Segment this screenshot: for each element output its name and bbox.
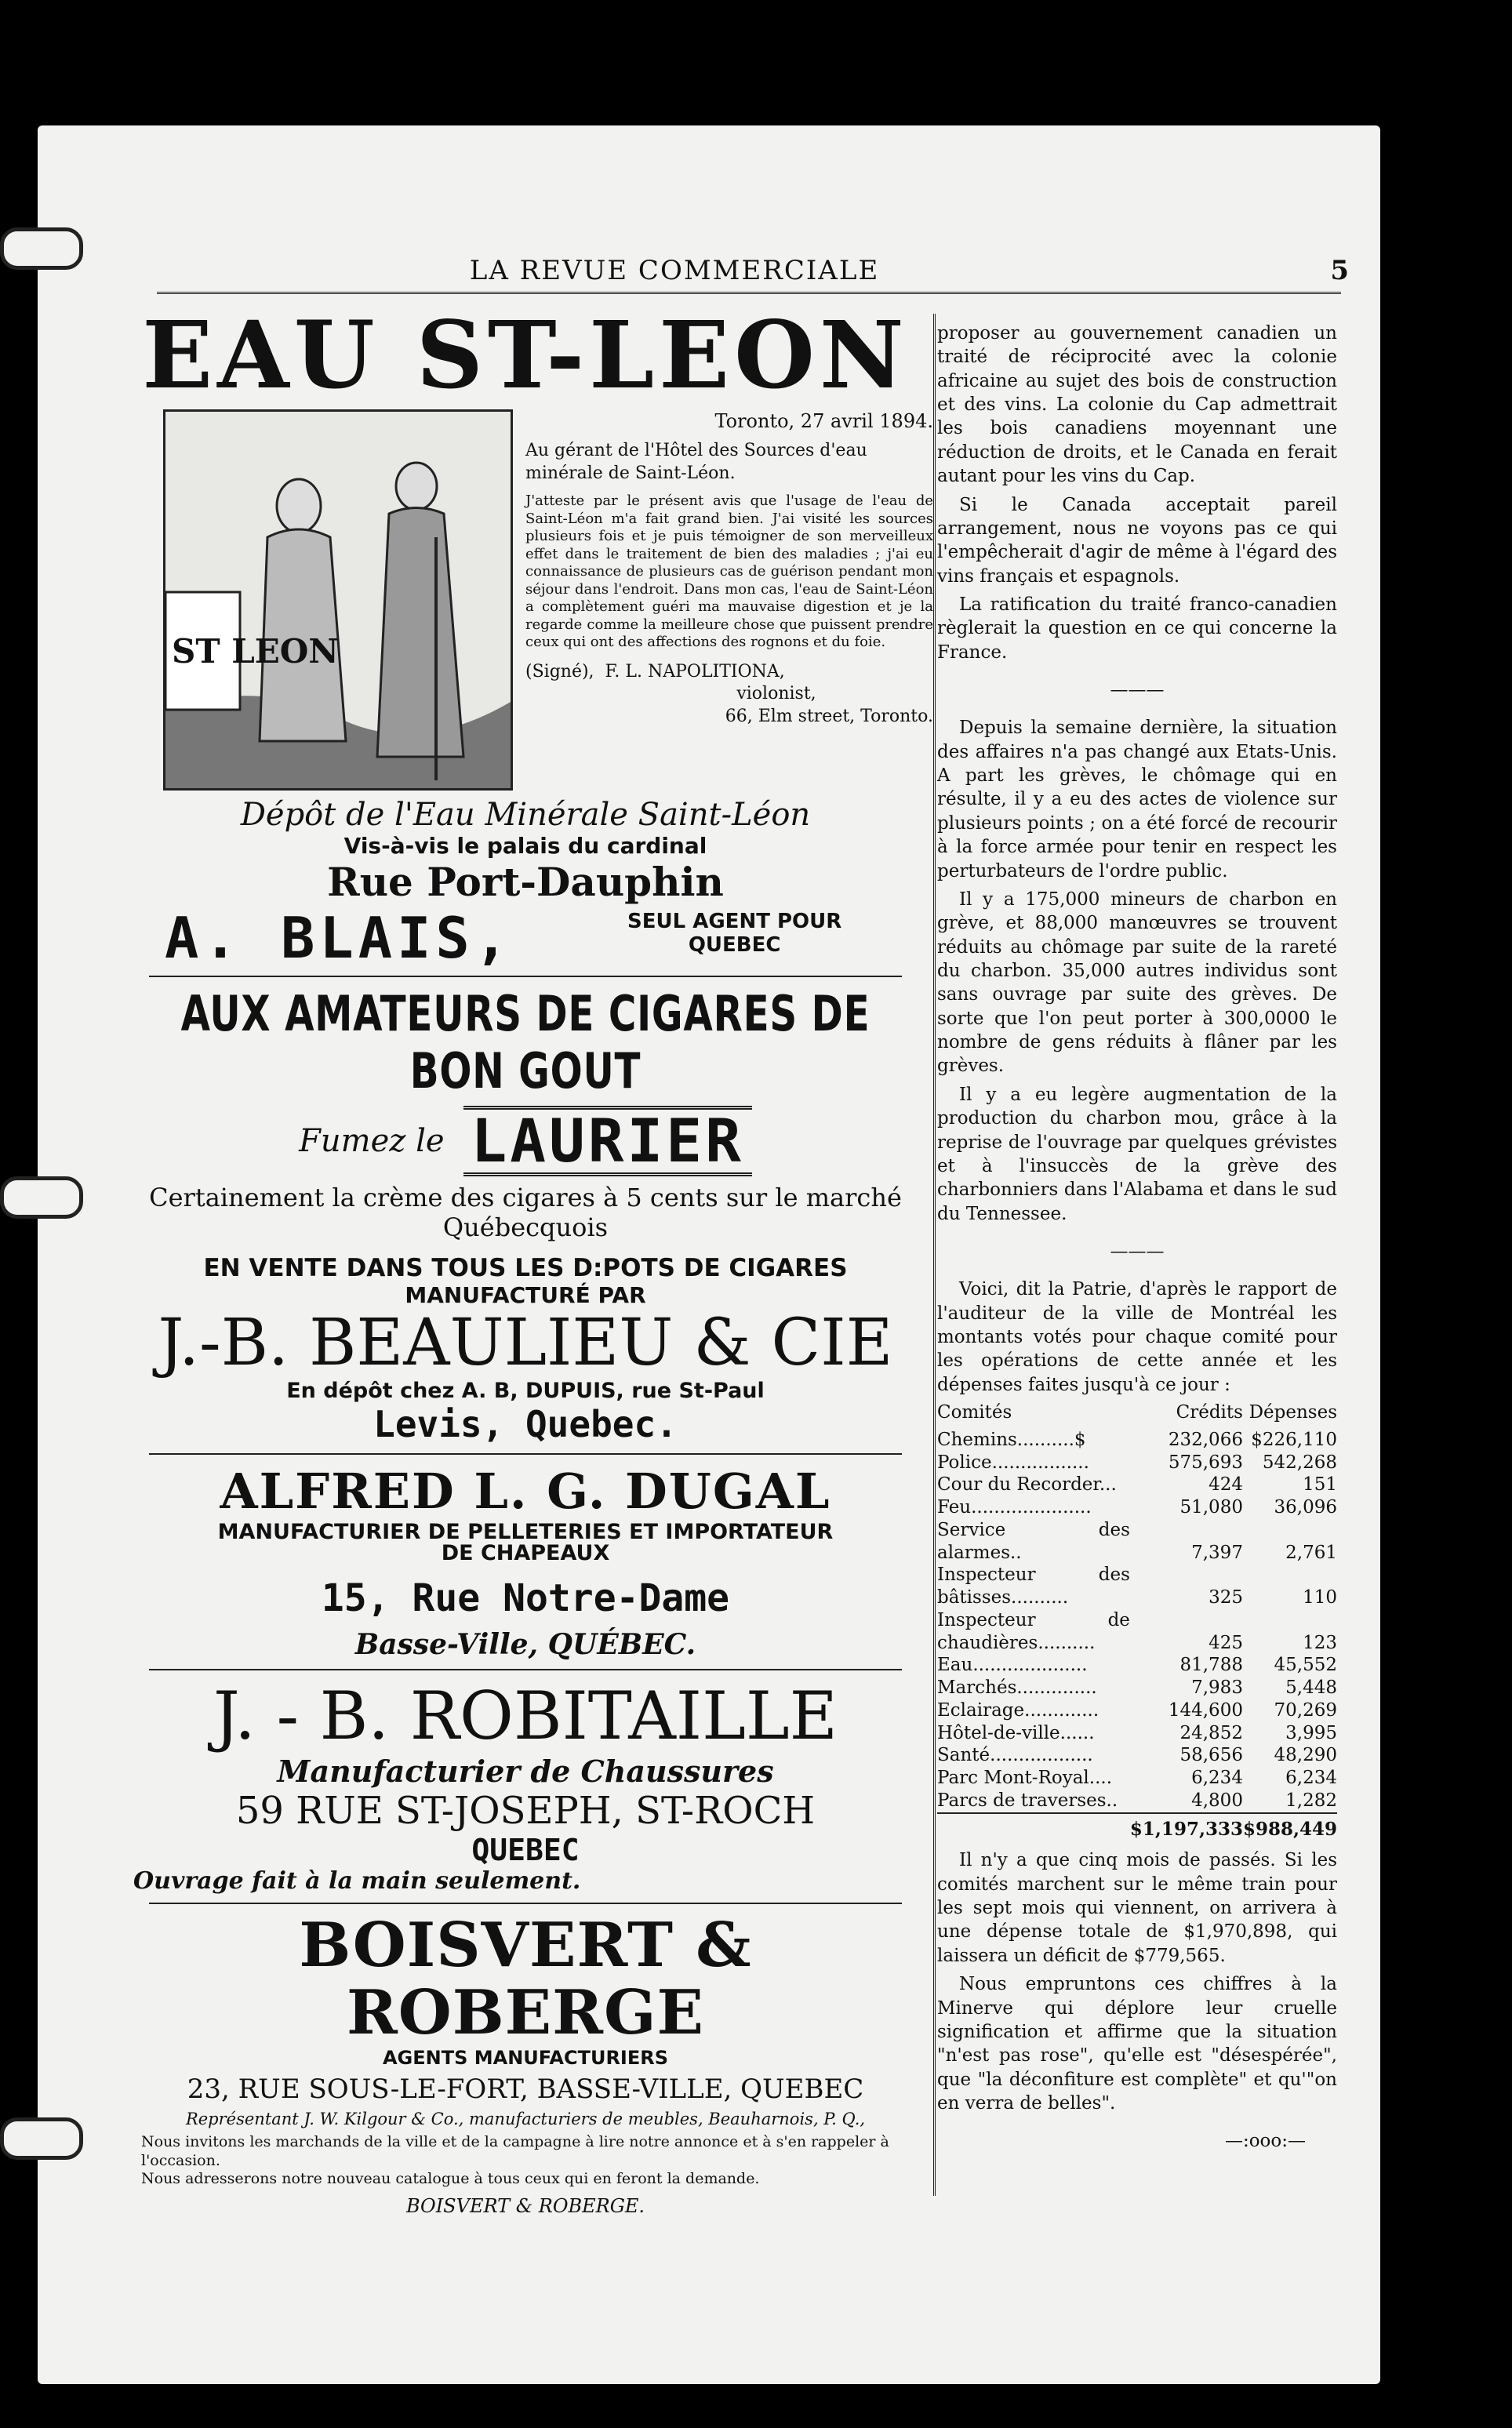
page-number: 5 — [1330, 255, 1349, 286]
agent-role-2: QUEBEC — [688, 933, 781, 957]
manufactured-by: MANUFACTURÉ PAR — [405, 1281, 646, 1308]
sale-notice: EN VENTE DANS TOUS LES D:POTS DE CIGARES — [203, 1253, 848, 1282]
table-row — [937, 1790, 1337, 1813]
dugal-line-1: MANUFACTURIER DE PELLETERIES ET IMPORTATEUR — [217, 1519, 834, 1544]
article-paragraph: Il n'y a que cinq mois de passés. Si les comités marchent sur le même train pour les sept mois qui viennent, on arrivera à une dépense totale de $1,970,898, qui laissera un déficit de $779,565. — [937, 1850, 1337, 1966]
dateline: Toronto, 27 avril 1894. — [714, 410, 933, 432]
ad-boisvert-roberge — [125, 1912, 925, 2217]
depot-line: En dépôt chez A. B, DUPUIS, rue St-Paul — [286, 1378, 765, 1403]
table-cell: 24,852 — [1179, 1722, 1243, 1743]
table-cell: 45,552 — [1274, 1655, 1337, 1676]
addressee: Au gérant de l'Hôtel des Sources d'eau minérale de Saint-Léon. — [525, 441, 867, 483]
maker-name: J.-B. BEAULIEU & CIE — [158, 1305, 893, 1380]
table-header-row — [937, 1401, 1337, 1429]
table-cell: 7,397 — [1191, 1542, 1243, 1563]
table-header: Crédits — [1176, 1402, 1243, 1423]
robitaille-trade: Manufacturier de Chaussures — [277, 1754, 774, 1790]
boisvert-note-1: Nous invitons les marchands de la ville et de la campagne à lire notre annonce et à s'en rappeler à l'occasion. — [141, 2132, 889, 2169]
table-cell: 70,269 — [1274, 1699, 1337, 1721]
table-row — [937, 1767, 1337, 1790]
boisvert-role: AGENTS MANUFACTURIERS — [382, 2046, 669, 2069]
ad-dugal — [125, 1463, 925, 1661]
agent-name: A. BLAIS, — [165, 905, 514, 971]
table-cell: 5,448 — [1285, 1677, 1337, 1699]
table-cell: Hôtel-de-ville...... — [937, 1722, 1095, 1743]
table-row — [937, 1699, 1337, 1722]
table-cell: 4,800 — [1191, 1790, 1243, 1811]
table-cell: Inspecteur de chaudières.......... — [937, 1609, 1130, 1653]
depot-title: Dépôt de l'Eau Minérale Saint-Léon — [240, 797, 811, 833]
table-cell: 36,096 — [1274, 1497, 1337, 1518]
article-paragraph: La ratification du traité franco-canadien règlerait la question en ce qui concerne la France. — [937, 594, 1337, 663]
robitaille-address: 59 RUE ST-JOSEPH, ST-ROCH — [235, 1789, 816, 1834]
advertisements-column — [125, 300, 933, 2218]
table-row — [937, 1496, 1337, 1519]
divider — [149, 1903, 902, 1904]
table-cell: 425 — [1209, 1632, 1243, 1653]
running-head: LA REVUE COMMERCIALE — [469, 255, 880, 286]
article-paragraph: Voici, dit la Patrie, d'après le rapport de l'auditeur de la ville de Montréal les montants votés pour chaque comité pour les opérations de cette année et les dépenses faites jusqu'à ce jour : — [937, 1279, 1337, 1395]
dugal-address: 15, Rue Notre-Dame — [321, 1576, 730, 1620]
header-rule — [157, 292, 1341, 297]
brand-name: LAURIER — [463, 1106, 752, 1176]
table-cell: 58,656 — [1179, 1745, 1243, 1766]
dugal-line-2: DE CHAPEAUX — [441, 1540, 610, 1565]
table-cell: Police................. — [937, 1452, 1089, 1473]
table-cell: Eclairage............. — [937, 1699, 1099, 1721]
table-cell: Feu..................... — [937, 1497, 1092, 1518]
table-header: Dépenses — [1248, 1402, 1337, 1423]
boisvert-signature: BOISVERT & ROBERGE. — [405, 2195, 645, 2218]
article-paragraph: Nous empruntons ces chiffres à la Minerve qui déplore leur cruelle signification et affirme que la situation "n'est pas rose", qu'elle est "désespérée", que "la déconfiture est complète" et qu'"on en verra de belles". — [937, 1974, 1337, 2114]
table-cell: Santé.................. — [937, 1745, 1093, 1766]
ad-eau-st-leon — [125, 300, 933, 971]
table-header: Comités — [937, 1402, 1012, 1423]
table-cell: 575,693 — [1168, 1452, 1243, 1473]
table-cell: 51,080 — [1179, 1497, 1243, 1518]
divider — [149, 1669, 902, 1670]
table-cell: Parc Mont-Royal.... — [937, 1768, 1113, 1789]
table-cell: $1,197,333 — [1130, 1813, 1243, 1841]
tagline: Certainement la crème des cigares à 5 cents sur le marché Québecquois — [149, 1182, 902, 1243]
table-cell: 144,600 — [1168, 1699, 1243, 1721]
table-row — [937, 1564, 1337, 1609]
ad-title: EAU ST-LEON — [142, 300, 909, 409]
table-cell: 110 — [1303, 1587, 1337, 1608]
table-cell: $226,110 — [1251, 1429, 1337, 1450]
table-cell: 6,234 — [1191, 1768, 1243, 1789]
signer-address: 66, Elm street, Toronto. — [725, 707, 933, 727]
robitaille-name: J. - B. ROBITAILLE — [213, 1677, 838, 1754]
table-cell: 325 — [1209, 1587, 1243, 1608]
table-cell: 151 — [1303, 1474, 1337, 1496]
street-name: Rue Port-Dauphin — [327, 859, 724, 905]
table-total-row — [937, 1813, 1337, 1841]
signer-name: F. L. NAPOLITIONA, — [605, 661, 785, 682]
article-paragraph: Il y a 175,000 mineurs de charbon en grève, et 88,000 manœuvres se trouvent réduits au chômage par suite de la rareté du charbon. 35,000 autres individus sont sans ouvrage par suite des grèves. De sorte que l'on peut porter à 300,0000 le nombre de gens réduits à flâner par les grèves. — [937, 889, 1337, 1077]
binder-ring — [0, 2117, 83, 2160]
fumez-label: Fumez le — [299, 1122, 445, 1159]
end-mark: —:ooo:— — [1224, 2131, 1306, 2152]
table-cell: 424 — [1209, 1474, 1243, 1496]
table-cell: 81,788 — [1179, 1655, 1243, 1676]
vis-a-vis: Vis-à-vis le palais du cardinal — [343, 833, 707, 859]
table-cell: 6,234 — [1285, 1768, 1337, 1789]
divider — [149, 976, 902, 977]
table-row — [937, 1677, 1337, 1699]
ad-robitaille — [125, 1678, 925, 1896]
article-paragraph: Depuis la semaine dernière, la situation des affaires n'a pas changé aux Etats-Unis. A part les grèves, le chômage qui en résulte, il y a eu des actes de violence sur plusieurs points ; on a été forcé de recourir à la force armée pour tenir en respect les perturbateurs de l'ordre public. — [937, 718, 1337, 881]
illustration-label: ST LEON — [172, 632, 339, 671]
illustration — [163, 409, 513, 791]
table-row — [937, 1609, 1337, 1655]
article-paragraph: Si le Canada acceptait pareil arrangement, nous ne voyons pas ce qui l'empêcherait d'agir de même à l'égard des vins français et espagnols. — [937, 494, 1337, 587]
table-cell: 232,066 — [1168, 1429, 1243, 1450]
table-cell: Service des alarmes.. — [937, 1519, 1130, 1563]
cigar-headline: AUX AMATEURS DE CIGARES DE BON GOUT — [180, 985, 870, 1100]
table-cell: Eau.................... — [937, 1655, 1088, 1676]
table-row — [937, 1452, 1337, 1474]
dugal-name: ALFRED L. G. DUGAL — [220, 1462, 831, 1520]
budget-table — [937, 1401, 1337, 1841]
city-line: Levis, Quebec. — [373, 1402, 678, 1445]
testimonial — [525, 409, 933, 729]
table-cell: Parcs de traverses.. — [937, 1790, 1118, 1811]
boisvert-name: BOISVERT & ROBERGE — [299, 1910, 752, 2049]
ad-laurier-cigars — [125, 985, 925, 1445]
separator: ——— — [1110, 1241, 1165, 1262]
table-row — [937, 1744, 1337, 1767]
testimonial-body: J'atteste par le présent avis que l'usage de l'eau de Saint-Léon m'a fait grand bien. J'ai visité les sources plusieurs fois et je puis témoigner de son merveilleux effet dans le traitement de bien des maladies ; j'ai eu connaissance de plusieurs cas de guérison pendant mon séjour dans l'endroit. Dans mon cas, l'eau de Saint-Léon a complètement guéri ma mauvaise digestion et je la regarde comme la meilleure chose que puissent prendre ceux qui ont des affections des rognons et du foie. — [525, 493, 933, 651]
table-cell: 48,290 — [1274, 1745, 1337, 1766]
robitaille-note: Ouvrage fait à la main seulement. — [133, 1867, 581, 1896]
table-cell: 123 — [1303, 1632, 1337, 1653]
signer-title: violonist, — [736, 684, 816, 704]
boisvert-rep: Représentant J. W. Kilgour & Co., manufacturiers de meubles, Beauharnois, P. Q., — [185, 2109, 866, 2128]
binder-ring — [0, 1176, 83, 1219]
table-cell: Cour du Recorder... — [937, 1474, 1117, 1496]
signed-label: (Signé), — [525, 661, 594, 682]
table-cell: 3,995 — [1285, 1722, 1337, 1743]
table-cell: 2,761 — [1285, 1542, 1337, 1563]
table-row — [937, 1722, 1337, 1745]
dugal-city: Basse-Ville, QUÉBEC. — [354, 1627, 696, 1661]
article-paragraph: proposer au gouvernement canadien un traité de réciprocité avec la colonie africaine au sujet des bois de construction et des vins. La colonie du Cap admettrait les bois canadiens moyennant une réduction de droits, et le Canada en ferait autant pour les vins du Cap. — [937, 323, 1337, 487]
page-header — [125, 255, 1349, 294]
article-paragraph: Il y a eu legère augmentation de la production du charbon mou, grâce à la reprise de l'ouvrage par quelques grévistes et à l'insuccès de la grève des charbonniers dans l'Alabama et dans le sud du Tennessee. — [937, 1084, 1337, 1224]
table-cell: 542,268 — [1262, 1452, 1337, 1473]
table-row — [937, 1519, 1337, 1565]
table-row — [937, 1429, 1337, 1452]
table-row — [937, 1474, 1337, 1496]
separator: ——— — [1110, 680, 1165, 701]
table-cell: 1,282 — [1285, 1790, 1337, 1811]
column-rule — [933, 314, 936, 2196]
table-cell: Marchés.............. — [937, 1677, 1097, 1699]
boisvert-address: 23, RUE SOUS-LE-FORT, BASSE-VILLE, QUEBEC — [187, 2073, 864, 2105]
robitaille-city: QUEBEC — [471, 1833, 580, 1868]
table-cell: 7,983 — [1191, 1677, 1243, 1699]
boisvert-note-2: Nous adresserons notre nouveau catalogue à tous ceux qui en feront la demande. — [141, 2170, 760, 2188]
table-cell: Chemins..........$ — [937, 1429, 1086, 1450]
table-cell: $988,449 — [1243, 1813, 1337, 1841]
article-column — [937, 322, 1337, 2168]
table-cell: Inspecteur des bâtisses.......... — [937, 1565, 1130, 1608]
table-row — [937, 1654, 1337, 1677]
binder-ring — [0, 227, 83, 270]
table-cell — [937, 1813, 1130, 1841]
agent-role-1: SEUL AGENT POUR — [627, 910, 842, 933]
divider — [149, 1453, 902, 1455]
